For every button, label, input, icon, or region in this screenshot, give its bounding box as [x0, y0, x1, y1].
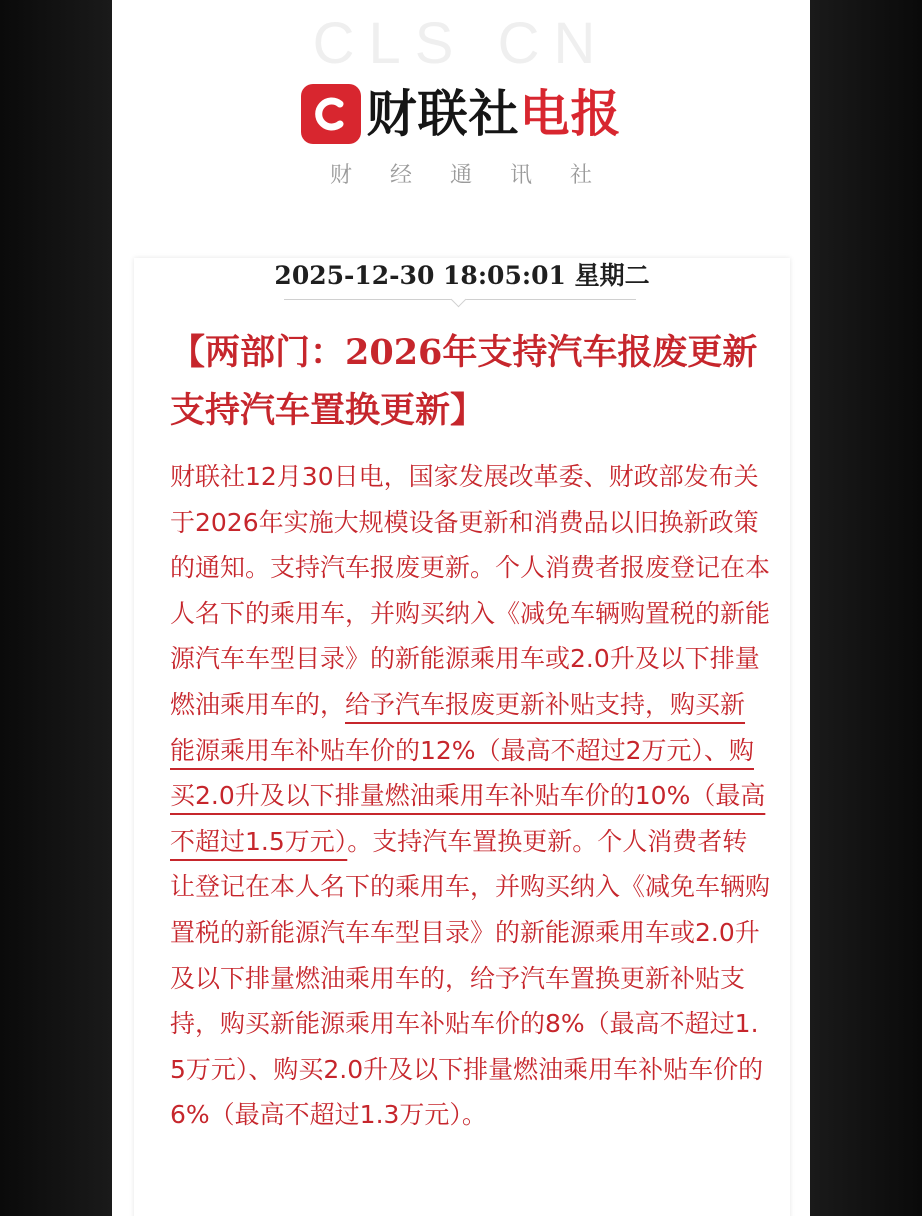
tagline: 财经通讯社 — [329, 163, 630, 188]
news-headline: 【两部门：2026年支持汽车报废更新 支持汽车置换更新】 — [170, 332, 758, 431]
telegraph-page — [112, 0, 810, 1216]
news-body — [170, 454, 770, 1138]
brand-name-telegraph: 电报 — [519, 85, 622, 143]
logo-mark-icon — [301, 84, 361, 144]
watermark-text: CLS CN — [312, 11, 610, 76]
publish-datetime: 2025-12-30 18:05:01 星期二 — [274, 261, 650, 290]
right-dark-margin — [810, 0, 922, 1216]
brand-logo — [112, 84, 810, 144]
divider-notch — [451, 292, 467, 308]
logo-letter-c-icon — [309, 92, 353, 136]
news-card — [134, 258, 790, 1216]
body-intro: 财联社12月30日电，国家发展改革委、财政部发布关于2026年实施大规模设备更新和消费品以旧换新政策的通知。支持汽车报废更新。个人消费者报废登记在本人名下的乘用车，并购买纳入《减免车辆购置税的新能源汽车车型目录》的新能源乘用车或2.0升及以下排量燃油乘用车的， — [170, 462, 771, 719]
left-dark-margin — [0, 0, 112, 1216]
body-replacement-subsidy: 。支持汽车置换更新。个人消费者转让登记在本人名下的乘用车，并购买纳入《减免车辆购置税的新能源汽车车型目录》的新能源乘用车或2.0升及以下排量燃油乘用车的，给予汽车置换更新补贴支持，购买新能源乘用车补贴车价的8%（最高不超过1.5万元）、购买2.0升及以下排量燃油乘用车补贴车价的6%（最高不超过1.3万元）。 — [170, 826, 771, 1130]
brand-name-main: 财联社 — [366, 85, 520, 143]
body-highlighted-subsidy: 给予汽车报废更新补贴支持，购买新能源乘用车补贴车价的12%（最高不超过2万元）、购买2.0升及以下排量燃油乘用车补贴车价的10%（最高不超过1.5万元） — [170, 689, 766, 856]
brand-name — [367, 84, 622, 144]
